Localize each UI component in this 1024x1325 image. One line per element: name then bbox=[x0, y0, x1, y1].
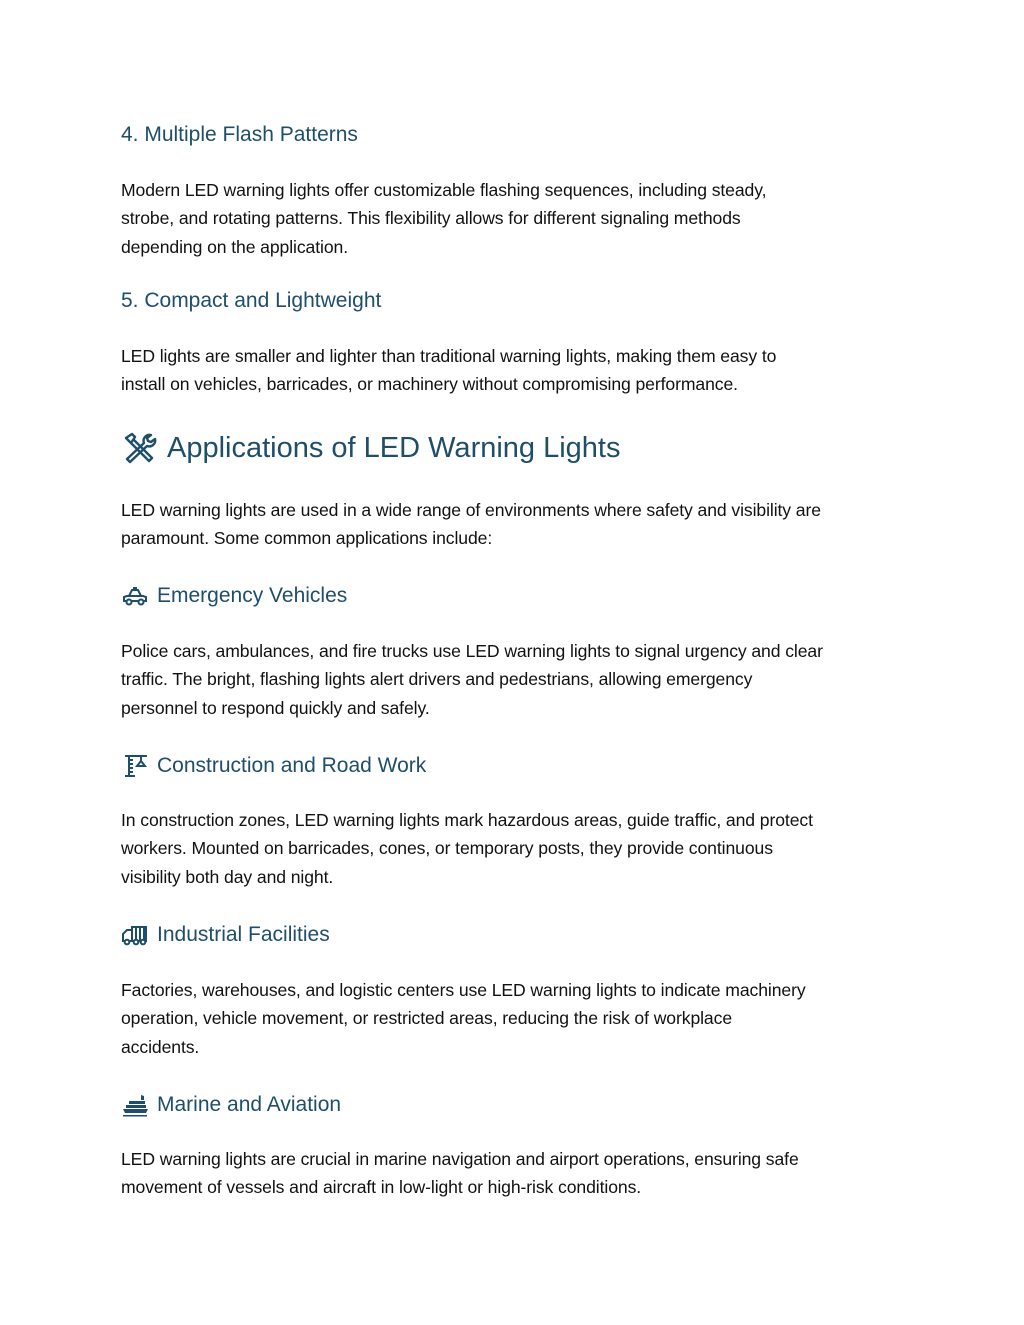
police-car-icon bbox=[121, 585, 149, 607]
text-line: personnel to respond quickly and safely. bbox=[121, 697, 430, 718]
text-line: movement of vessels and aircraft in low-light or high-risk conditions. bbox=[121, 1177, 642, 1198]
application-heading bbox=[121, 921, 330, 949]
heading-text: Industrial Facilities bbox=[157, 923, 330, 946]
heading-text: Emergency Vehicles bbox=[157, 584, 348, 607]
application-heading bbox=[121, 752, 426, 780]
heading-text: Applications of LED Warning Lights bbox=[167, 432, 621, 464]
section-heading bbox=[121, 121, 358, 149]
text-line: Modern LED warning lights offer customizable flashing sequences, including steady, bbox=[121, 180, 767, 200]
heading-text: 5. Compact and Lightweight bbox=[121, 289, 382, 312]
applications-heading bbox=[121, 430, 621, 466]
application-heading bbox=[121, 1091, 341, 1119]
text-line: LED warning lights are crucial in marine navigation and airport operations, ensuring safe bbox=[121, 1149, 799, 1169]
tools-icon bbox=[121, 431, 157, 465]
text-line: depending on the application. bbox=[121, 236, 348, 257]
section-heading bbox=[121, 287, 381, 315]
text-line: workers. Mounted on barricades, cones, or temporary posts, they provide continuous bbox=[121, 838, 773, 859]
paragraph bbox=[121, 976, 806, 1061]
crane-icon bbox=[121, 754, 149, 778]
paragraph bbox=[121, 806, 813, 891]
heading-text: Marine and Aviation bbox=[157, 1093, 342, 1116]
paragraph bbox=[121, 496, 821, 553]
text-line: LED lights are smaller and lighter than traditional warning lights, making them easy to bbox=[121, 346, 777, 366]
text-line: strobe, and rotating patterns. This flexibility allows for different signaling methods bbox=[121, 208, 741, 229]
text-line: paramount. Some common applications include: bbox=[121, 528, 493, 549]
text-line: traffic. The bright, flashing lights alert drivers and pedestrians, allowing emergency bbox=[121, 669, 753, 690]
text-line: In construction zones, LED warning lights mark hazardous areas, guide traffic, and protect bbox=[121, 810, 813, 830]
text-line: Factories, warehouses, and logistic centers use LED warning lights to indicate machinery bbox=[121, 980, 806, 1000]
application-heading bbox=[121, 582, 347, 610]
text-line: Police cars, ambulances, and fire trucks use LED warning lights to signal urgency and clear bbox=[121, 641, 823, 661]
text-line: accidents. bbox=[121, 1036, 200, 1057]
paragraph bbox=[121, 342, 776, 399]
text-line: visibility both day and night. bbox=[121, 866, 334, 887]
text-line: install on vehicles, barricades, or machinery without compromising performance. bbox=[121, 374, 738, 395]
paragraph bbox=[121, 1145, 799, 1202]
heading-text: Construction and Road Work bbox=[157, 754, 427, 777]
paragraph bbox=[121, 637, 823, 722]
paragraph bbox=[121, 176, 766, 261]
ship-icon bbox=[121, 1093, 149, 1117]
text-line: LED warning lights are used in a wide range of environments where safety and visibility are bbox=[121, 500, 821, 520]
heading-text: 4. Multiple Flash Patterns bbox=[121, 123, 358, 146]
text-line: operation, vehicle movement, or restricted areas, reducing the risk of workplace bbox=[121, 1008, 733, 1029]
truck-icon bbox=[121, 923, 149, 947]
